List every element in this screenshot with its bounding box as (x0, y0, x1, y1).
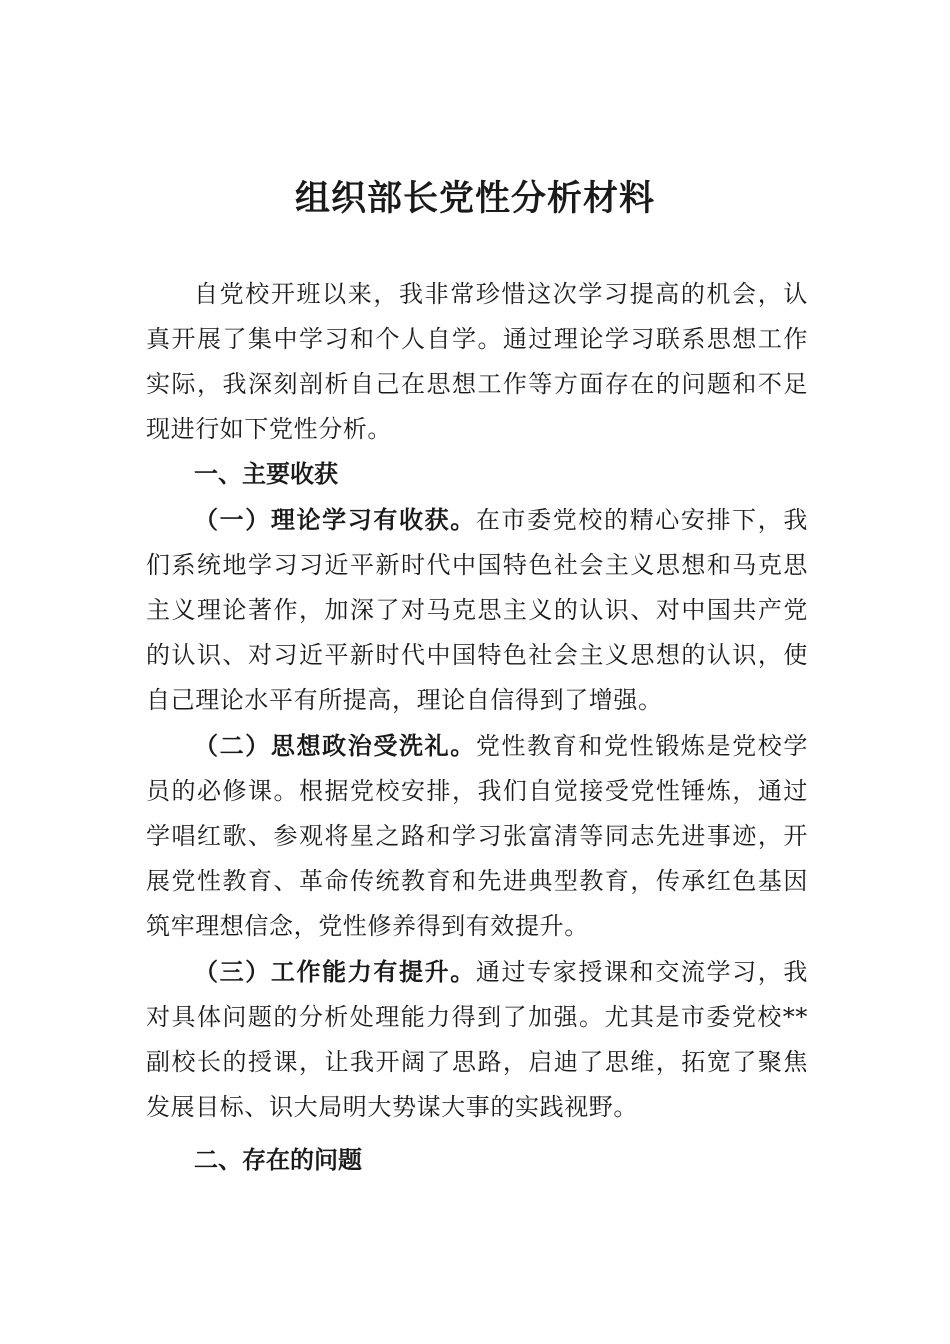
gain-subtitle-politics: （二）思想政治受洗礼。 (194, 731, 476, 760)
gain-text-politics: 党性教育和党性锻炼是党校学员的必修课。根据党校安排，我们自觉接受党性锤炼，通过学唱红歌、参观将星之路和学习张富清等同志先进事迹，开展党性教育、革命传统教育和先进典型教育，传承红色基因筑牢理想信念，党性修养得到有效提升。 (146, 732, 808, 940)
gain-text-ability: 通过专家授课和交流学习，我对具体问题的分析处理能力得到了加强。尤其是市委党校**副校长的授课，让我开阔了思路，启迪了思维，拓宽了聚焦发展目标、识大局明大势谋大事的实践视野。 (146, 958, 808, 1121)
document-body (146, 272, 808, 1183)
gain-paragraph-theory (146, 497, 808, 723)
section-heading-gains: 一、主要收获 (194, 460, 338, 488)
gain-subtitle-ability: （三）工作能力有提升。 (194, 957, 476, 986)
gain-paragraph-ability (146, 949, 808, 1130)
intro-paragraph: 自党校开班以来，我非常珍惜这次学习提高的机会，认真开展了集中学习和个人自学。通过理论学习联系思想工作实际，我深刻剖析自己在思想工作等方面存在的问题和不足现进行如下党性分析。 (146, 280, 808, 443)
section-heading-problems: 二、存在的问题 (194, 1146, 362, 1174)
gain-paragraph-politics (146, 723, 808, 949)
gain-text-theory: 在市委党校的精心安排下，我们系统地学习习近平新时代中国特色社会主义思想和马克思主义理论著作，加深了对马克思主义的认识、对中国共产党的认识、对习近平新时代中国特色社会主义思想的认识，使自己理论水平有所提高，理论自信得到了增强。 (146, 506, 808, 714)
document-title: 组织部长党性分析材料 (294, 178, 655, 219)
gain-subtitle-theory: （一）理论学习有收获。 (194, 505, 476, 534)
